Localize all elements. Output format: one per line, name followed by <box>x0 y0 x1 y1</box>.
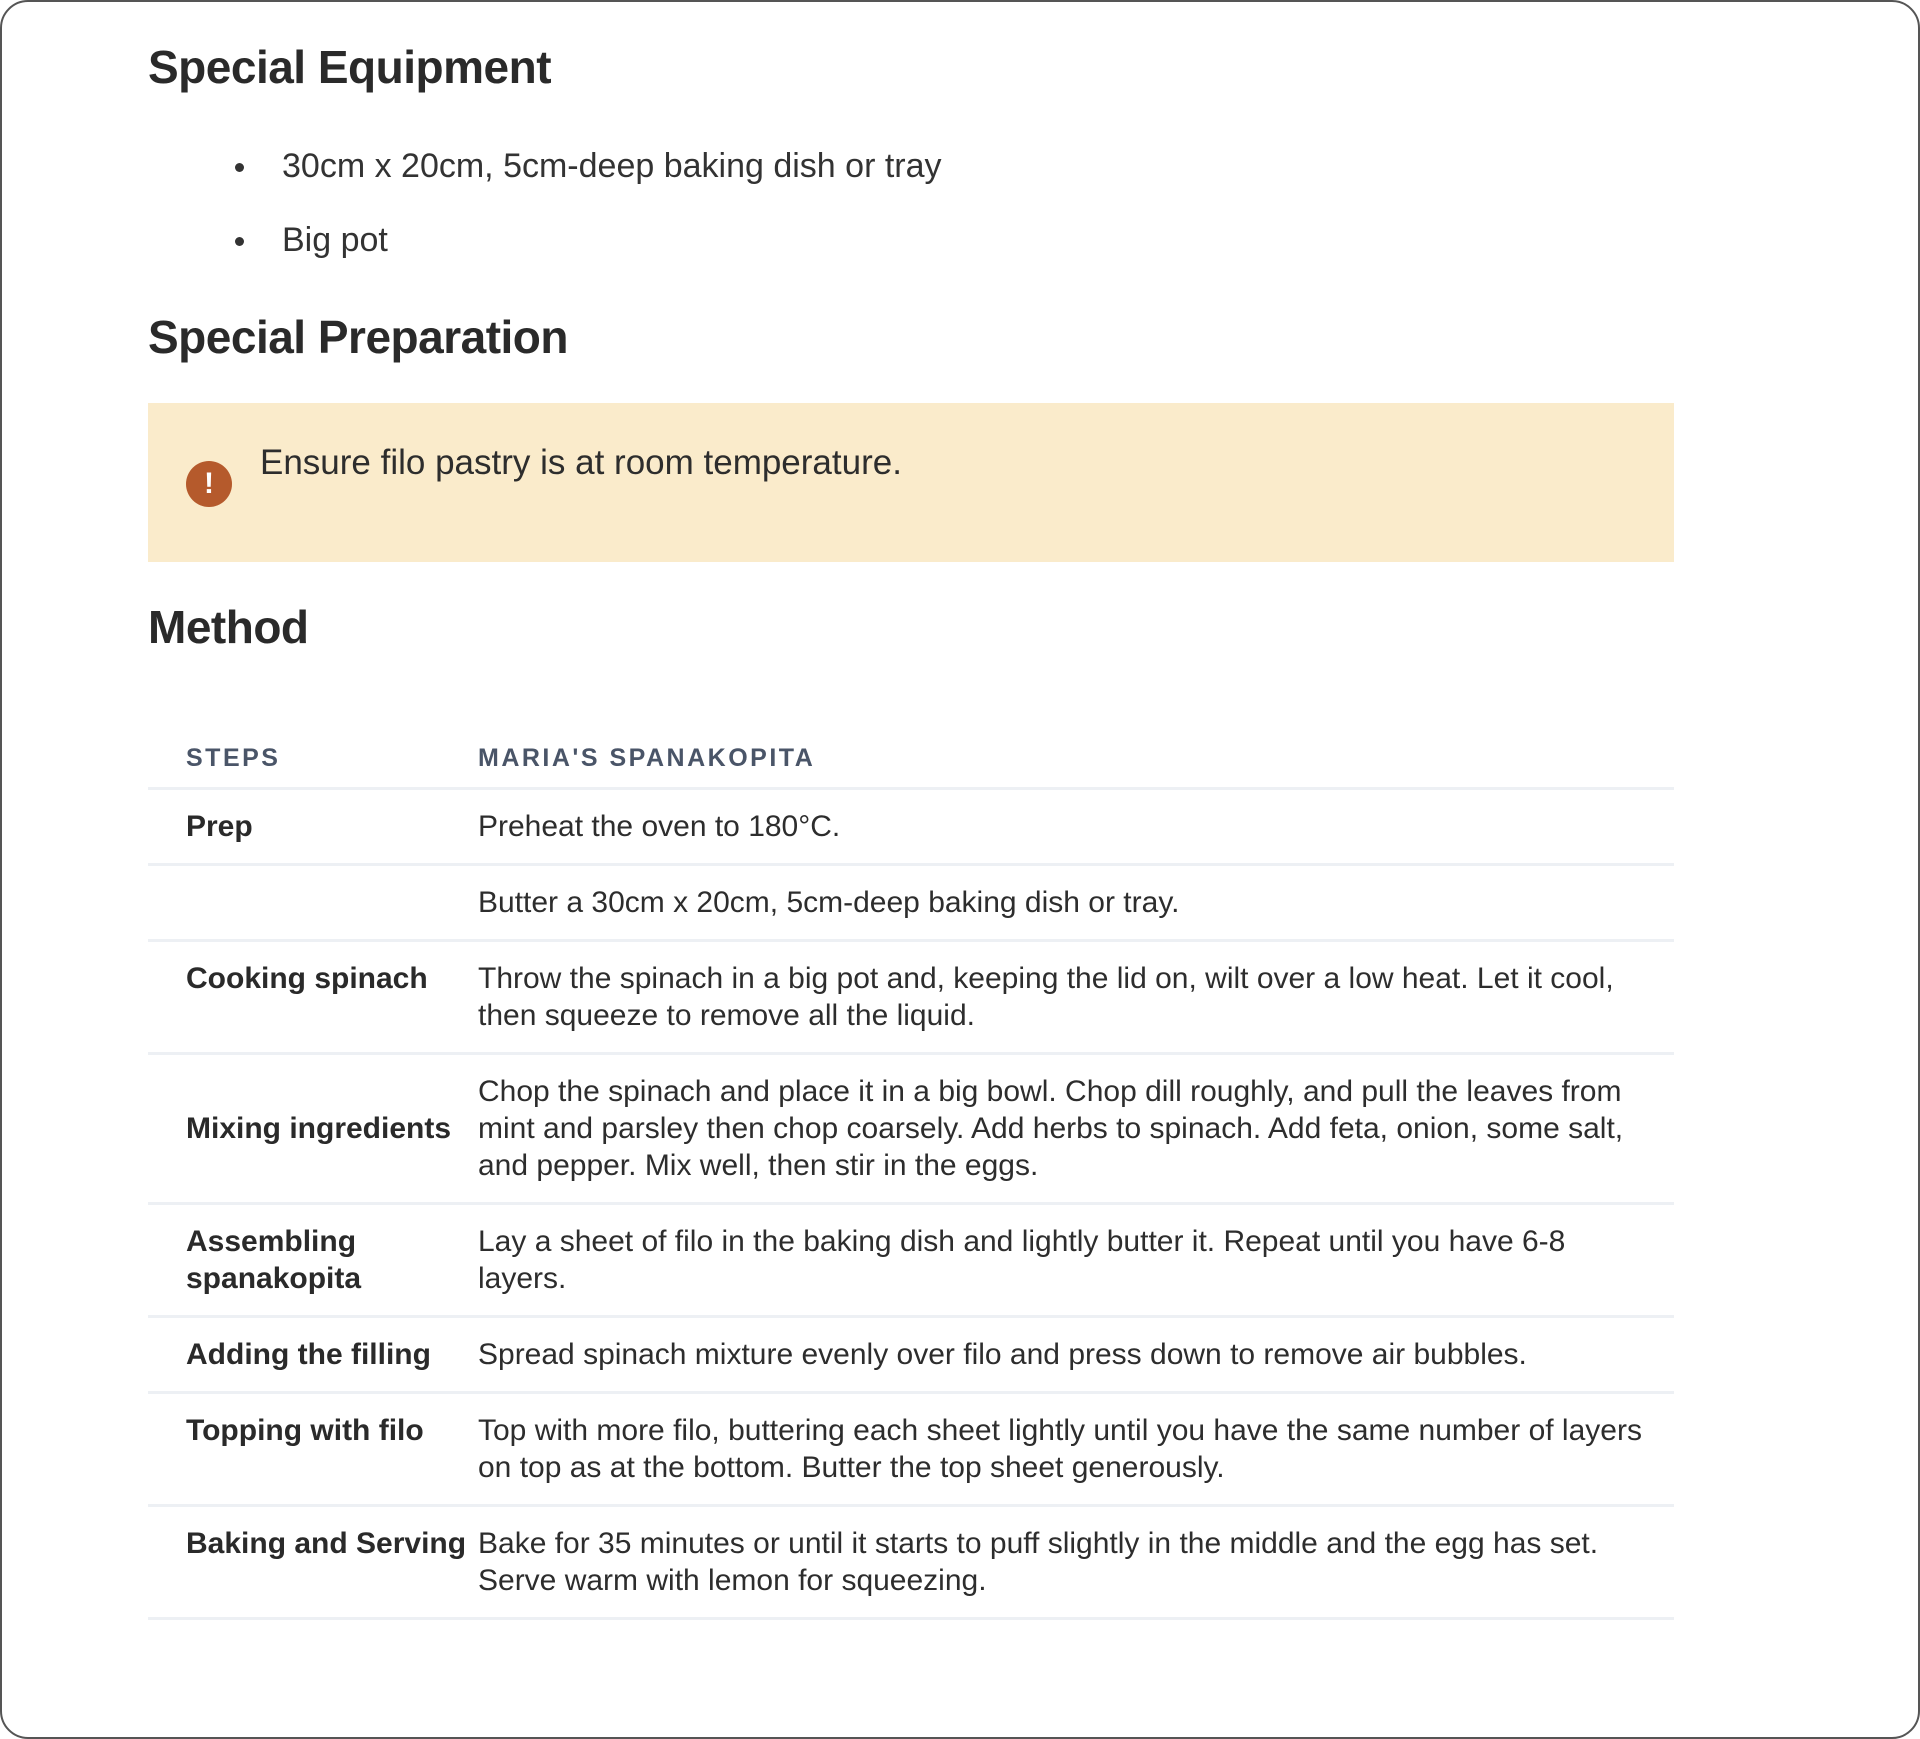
exclamation-circle-icon: ! <box>186 461 232 507</box>
column-header-steps: STEPS <box>148 730 478 789</box>
table-row <box>148 941 1674 1054</box>
step-text: Spread spinach mixture evenly over filo and press down to remove air bubbles. <box>478 1317 1674 1393</box>
column-header-recipe: MARIA'S SPANAKOPITA <box>478 730 1674 789</box>
step-name: Prep <box>148 789 478 865</box>
equipment-item: 30cm x 20cm, 5cm-deep baking dish or tray <box>282 138 942 212</box>
step-text: Preheat the oven to 180°C. <box>478 789 1674 865</box>
method-table <box>148 730 1674 1620</box>
step-name <box>148 865 478 941</box>
step-text: Top with more filo, buttering each sheet lightly until you have the same number of layers on top as at the bottom. Butter the top sheet generously. <box>478 1393 1674 1506</box>
step-text: Throw the spinach in a big pot and, keeping the lid on, wilt over a low heat. Let it cool, then squeeze to remove all the liquid. <box>478 941 1674 1054</box>
method-heading: Method <box>148 601 309 653</box>
step-name: Assembling spanakopita <box>148 1204 478 1317</box>
step-text: Lay a sheet of filo in the baking dish and lightly butter it. Repeat until you have 6-8 layers. <box>478 1204 1674 1317</box>
table-row <box>148 1506 1674 1619</box>
step-name: Cooking spinach <box>148 941 478 1054</box>
step-name: Mixing ingredients <box>148 1054 478 1204</box>
step-name: Baking and Serving <box>148 1506 478 1619</box>
step-text: Butter a 30cm x 20cm, 5cm-deep baking dish or tray. <box>478 865 1674 941</box>
callout-text: Ensure filo pastry is at room temperature. <box>260 443 902 482</box>
table-row <box>148 1393 1674 1506</box>
step-name: Topping with filo <box>148 1393 478 1506</box>
step-name: Adding the filling <box>148 1317 478 1393</box>
special-preparation-heading: Special Preparation <box>148 311 568 363</box>
preparation-callout <box>148 403 1674 562</box>
equipment-list <box>148 138 942 286</box>
table-row <box>148 789 1674 865</box>
step-text: Chop the spinach and place it in a big bowl. Chop dill roughly, and pull the leaves from mint and parsley then chop coarsely. Add herbs to spinach. Add feta, onion, some salt, and pepper. Mix well, then stir in the eggs. <box>478 1054 1674 1204</box>
table-row <box>148 1054 1674 1204</box>
special-equipment-heading: Special Equipment <box>148 41 552 93</box>
table-row <box>148 1204 1674 1317</box>
equipment-item: Big pot <box>282 212 942 286</box>
table-row <box>148 865 1674 941</box>
step-text: Bake for 35 minutes or until it starts to puff slightly in the middle and the egg has set. Serve warm with lemon for squeezing. <box>478 1506 1674 1619</box>
table-row <box>148 1317 1674 1393</box>
table-header-row <box>148 730 1674 789</box>
